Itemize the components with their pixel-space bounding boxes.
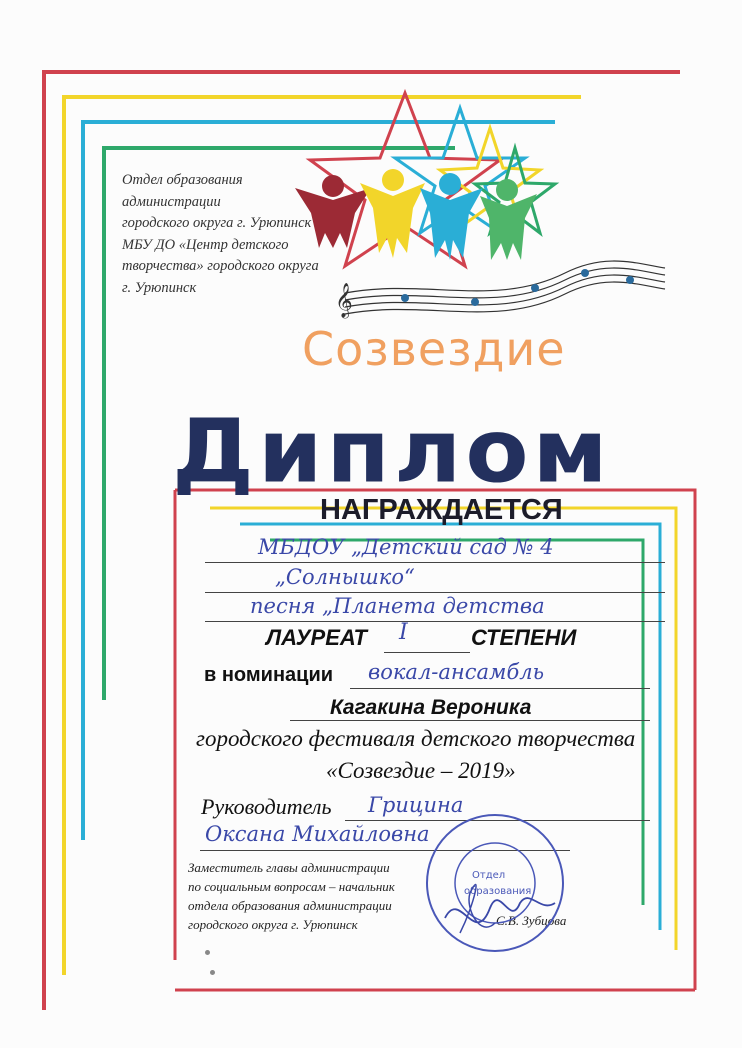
recipient-line-3: песня „Планета детства — [250, 594, 545, 618]
official-stamp — [420, 808, 570, 958]
org-line: г. Урюпинск — [122, 279, 197, 296]
laureate-degree: I — [399, 620, 408, 645]
laureate-suffix: СТЕПЕНИ — [471, 625, 577, 650]
signature-icon — [445, 898, 555, 922]
org-line: творчества» городского округа — [122, 258, 319, 274]
org-line: городского округа г. Урюпинск — [122, 215, 312, 231]
participant-name: Кагакина Вероника — [330, 696, 532, 719]
org-line: Отдел образования — [122, 172, 243, 188]
signatory-line: Заместитель главы администрации — [188, 860, 390, 875]
signatory-line: отдела образования администрации — [188, 898, 392, 913]
nomination-value: вокал-ансамбль — [368, 660, 545, 684]
festival-line-1: городского фестиваля детского творчества — [196, 726, 636, 751]
org-line: МБУ ДО «Центр детского — [122, 236, 289, 253]
leader-fullname: Оксана Михайловна — [205, 822, 430, 846]
treble-clef-icon: 𝄞 — [335, 283, 353, 318]
signatory-title — [188, 858, 395, 934]
signatory-line: по социальным вопросам – начальник — [188, 879, 395, 894]
music-staff-icon — [345, 261, 665, 314]
signatory-line: городского округа г. Урюпинск — [188, 917, 358, 932]
leader-label: Руководитель — [201, 794, 332, 819]
underline — [384, 652, 470, 653]
festival-line-2: «Созвездие – 2019» — [326, 758, 516, 783]
underline — [350, 688, 650, 689]
dot — [210, 970, 215, 975]
signatory-name: С.В. Зубцова — [496, 913, 567, 928]
nomination-label: в номинации — [204, 664, 334, 686]
underline — [290, 720, 650, 721]
dot — [205, 950, 210, 955]
recipient-line-2: „Солнышко“ — [275, 565, 415, 589]
people-figures-icon — [295, 169, 537, 260]
underline — [205, 562, 665, 563]
svg-text:образования: образования — [464, 886, 532, 897]
stamp-center-text: Отдел — [472, 870, 506, 881]
laureate-prefix: ЛАУРЕАТ — [266, 625, 367, 650]
leader-surname: Грицина — [368, 793, 464, 817]
festival-logo — [285, 88, 675, 338]
recipient-line-1: МБДОУ „Детский сад № 4 — [258, 535, 554, 559]
festival-logo-text: Созвездие — [302, 322, 566, 376]
page-title: Диплом — [172, 400, 612, 503]
underline — [205, 621, 665, 622]
org-line: администрации — [122, 193, 221, 210]
awarded-label: НАГРАЖДАЕТСЯ — [320, 494, 563, 526]
underline — [205, 592, 665, 593]
